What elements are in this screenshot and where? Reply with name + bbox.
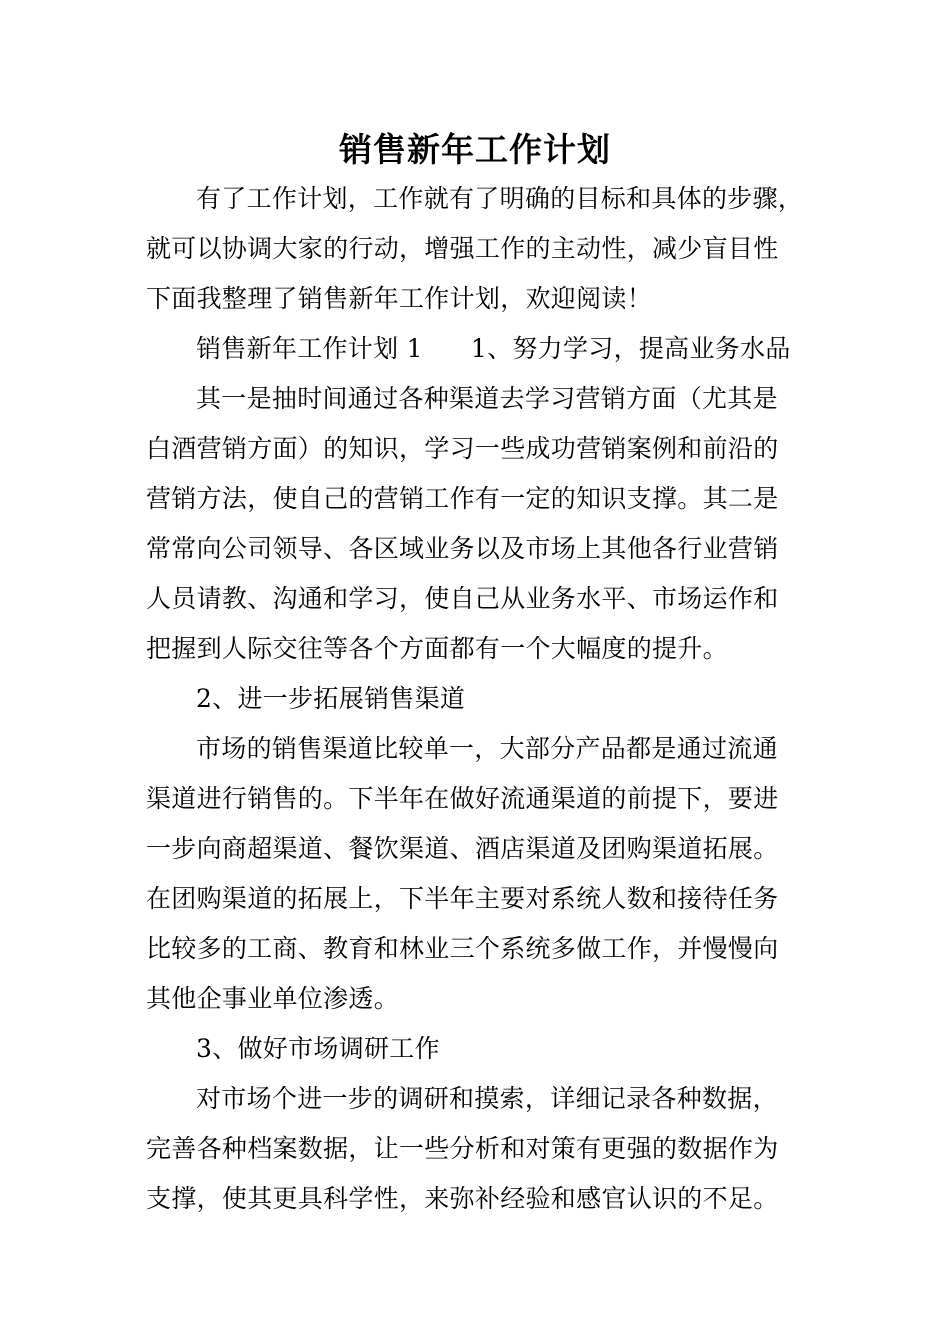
paragraph-line: 其他企事业单位渗透。 [146,984,400,1013]
plan-subtitle: 销售新年工作计划 1 [196,334,423,363]
paragraph-line: 白酒营销方面）的知识，学习一些成功营销案例和前沿的 [146,434,779,463]
paragraph-line: 一步向商超渠道、餐饮渠道、酒店渠道及团购渠道拓展。 [146,834,779,863]
paragraph-line: 渠道进行销售的。下半年在做好流通渠道的前提下，要进 [146,784,779,813]
paragraph-line: 完善各种档案数据，让一些分析和对策有更强的数据作为 [146,1134,779,1163]
paragraph-line: 有了工作计划，工作就有了明确的目标和具体的步骤， [196,184,804,213]
paragraph-line: 市场的销售渠道比较单一，大部分产品都是通过流通 [196,734,778,763]
section-heading-line [196,332,791,366]
paragraph-line: 就可以协调大家的行动，增强工作的主动性，减少盲目性 [146,234,779,263]
paragraph-line: 比较多的工商、教育和林业三个系统多做工作，并慢慢向 [146,934,779,963]
paragraph-line: 在团购渠道的拓展上，下半年主要对系统人数和接待任务 [146,884,779,913]
section-heading: 3、做好市场调研工作 [196,1034,440,1063]
paragraph-line: 支撑，使其更具科学性，来弥补经验和感官认识的不足。 [146,1184,779,1213]
paragraph-line: 其一是抽时间通过各种渠道去学习营销方面（尤其是 [196,384,778,413]
document-title: 销售新年工作计划 [339,130,611,169]
paragraph-line: 人员请教、沟通和学习，使自己从业务水平、市场运作和 [146,584,779,613]
paragraph-line: 把握到人际交往等各个方面都有一个大幅度的提升。 [146,634,728,663]
paragraph-line: 常常向公司领导、各区域业务以及市场上其他各行业营销 [146,534,779,563]
paragraph-line: 营销方法，使自己的营销工作有一定的知识支撑。其二是 [146,484,779,513]
section-heading: 2、进一步拓展销售渠道 [196,684,466,713]
paragraph-line: 对市场个进一步的调研和摸索，详细记录各种数据， [196,1084,778,1113]
section-heading: 1、努力学习，提高业务水品 [470,334,791,363]
paragraph-line: 下面我整理了销售新年工作计划，欢迎阅读！ [146,284,653,313]
